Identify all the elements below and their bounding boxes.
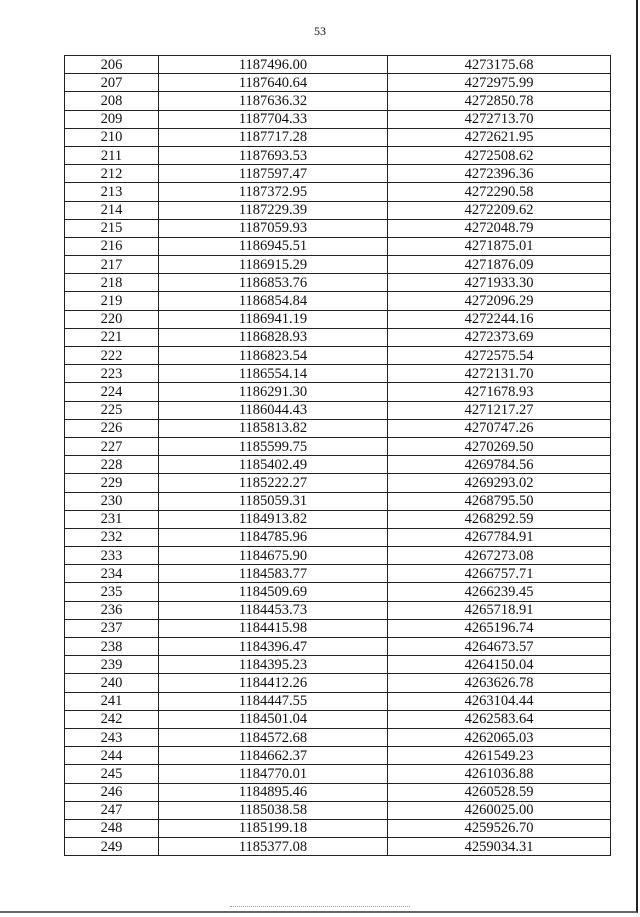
table-row xyxy=(65,783,611,801)
point-number-cell: 211 xyxy=(65,146,159,164)
point-number-cell: 216 xyxy=(65,237,159,255)
x-coordinate-cell: 1185402.49 xyxy=(159,456,388,474)
point-number-cell: 226 xyxy=(65,419,159,437)
y-coordinate-cell: 4267273.08 xyxy=(388,547,611,565)
x-coordinate-cell: 1185199.18 xyxy=(159,819,388,837)
point-number-cell: 244 xyxy=(65,747,159,765)
point-number-cell: 213 xyxy=(65,183,159,201)
x-coordinate-cell: 1184447.55 xyxy=(159,692,388,710)
table-row xyxy=(65,692,611,710)
x-coordinate-cell: 1186828.93 xyxy=(159,328,388,346)
y-coordinate-cell: 4263104.44 xyxy=(388,692,611,710)
point-number-cell: 218 xyxy=(65,274,159,292)
y-coordinate-cell: 4269293.02 xyxy=(388,474,611,492)
footer-rule xyxy=(230,906,410,907)
y-coordinate-cell: 4272244.16 xyxy=(388,310,611,328)
x-coordinate-cell: 1187229.39 xyxy=(159,201,388,219)
y-coordinate-cell: 4272290.58 xyxy=(388,183,611,201)
point-number-cell: 249 xyxy=(65,838,159,856)
y-coordinate-cell: 4269784.56 xyxy=(388,456,611,474)
y-coordinate-cell: 4271875.01 xyxy=(388,237,611,255)
point-number-cell: 210 xyxy=(65,128,159,146)
point-number-cell: 235 xyxy=(65,583,159,601)
table-row xyxy=(65,838,611,856)
table-row xyxy=(65,365,611,383)
point-number-cell: 243 xyxy=(65,728,159,746)
table-row xyxy=(65,492,611,510)
x-coordinate-cell: 1185377.08 xyxy=(159,838,388,856)
y-coordinate-cell: 4272373.69 xyxy=(388,328,611,346)
point-number-cell: 230 xyxy=(65,492,159,510)
y-coordinate-cell: 4260528.59 xyxy=(388,783,611,801)
table-row xyxy=(65,656,611,674)
y-coordinate-cell: 4272131.70 xyxy=(388,365,611,383)
y-coordinate-cell: 4265718.91 xyxy=(388,601,611,619)
y-coordinate-cell: 4272096.29 xyxy=(388,292,611,310)
y-coordinate-cell: 4272975.99 xyxy=(388,74,611,92)
y-coordinate-cell: 4264150.04 xyxy=(388,656,611,674)
y-coordinate-cell: 4266757.71 xyxy=(388,565,611,583)
table-row xyxy=(65,383,611,401)
y-coordinate-cell: 4268795.50 xyxy=(388,492,611,510)
y-coordinate-cell: 4272621.95 xyxy=(388,128,611,146)
table-row xyxy=(65,728,611,746)
x-coordinate-cell: 1187372.95 xyxy=(159,183,388,201)
y-coordinate-cell: 4273175.68 xyxy=(388,56,611,74)
table-row xyxy=(65,510,611,528)
point-number-cell: 227 xyxy=(65,437,159,455)
y-coordinate-cell: 4270269.50 xyxy=(388,437,611,455)
table-row xyxy=(65,474,611,492)
y-coordinate-cell: 4271217.27 xyxy=(388,401,611,419)
table-row xyxy=(65,401,611,419)
table-row xyxy=(65,638,611,656)
point-number-cell: 209 xyxy=(65,110,159,128)
point-number-cell: 228 xyxy=(65,456,159,474)
x-coordinate-cell: 1185813.82 xyxy=(159,419,388,437)
x-coordinate-cell: 1186915.29 xyxy=(159,256,388,274)
point-number-cell: 221 xyxy=(65,328,159,346)
table-row xyxy=(65,547,611,565)
table-row xyxy=(65,801,611,819)
y-coordinate-cell: 4272850.78 xyxy=(388,92,611,110)
y-coordinate-cell: 4271876.09 xyxy=(388,256,611,274)
point-number-cell: 237 xyxy=(65,619,159,637)
x-coordinate-cell: 1184396.47 xyxy=(159,638,388,656)
table-row xyxy=(65,237,611,255)
x-coordinate-cell: 1184785.96 xyxy=(159,528,388,546)
point-number-cell: 212 xyxy=(65,165,159,183)
point-number-cell: 248 xyxy=(65,819,159,837)
point-number-cell: 240 xyxy=(65,674,159,692)
y-coordinate-cell: 4270747.26 xyxy=(388,419,611,437)
x-coordinate-cell: 1184572.68 xyxy=(159,728,388,746)
point-number-cell: 214 xyxy=(65,201,159,219)
point-number-cell: 236 xyxy=(65,601,159,619)
table-row xyxy=(65,619,611,637)
point-number-cell: 229 xyxy=(65,474,159,492)
table-row xyxy=(65,110,611,128)
x-coordinate-cell: 1184453.73 xyxy=(159,601,388,619)
x-coordinate-cell: 1185038.58 xyxy=(159,801,388,819)
y-coordinate-cell: 4259034.31 xyxy=(388,838,611,856)
point-number-cell: 224 xyxy=(65,383,159,401)
y-coordinate-cell: 4272209.62 xyxy=(388,201,611,219)
y-coordinate-cell: 4268292.59 xyxy=(388,510,611,528)
point-number-cell: 207 xyxy=(65,74,159,92)
y-coordinate-cell: 4271678.93 xyxy=(388,383,611,401)
table-row xyxy=(65,674,611,692)
table-row xyxy=(65,437,611,455)
point-number-cell: 217 xyxy=(65,256,159,274)
x-coordinate-cell: 1184662.37 xyxy=(159,747,388,765)
x-coordinate-cell: 1186044.43 xyxy=(159,401,388,419)
y-coordinate-cell: 4263626.78 xyxy=(388,674,611,692)
table-row xyxy=(65,165,611,183)
table-row xyxy=(65,347,611,365)
table-row xyxy=(65,274,611,292)
x-coordinate-cell: 1187693.53 xyxy=(159,146,388,164)
y-coordinate-cell: 4272575.54 xyxy=(388,347,611,365)
x-coordinate-cell: 1184412.26 xyxy=(159,674,388,692)
table-row xyxy=(65,128,611,146)
y-coordinate-cell: 4272396.36 xyxy=(388,165,611,183)
x-coordinate-cell: 1187636.32 xyxy=(159,92,388,110)
y-coordinate-cell: 4264673.57 xyxy=(388,638,611,656)
table-row xyxy=(65,328,611,346)
table-row xyxy=(65,74,611,92)
table-row xyxy=(65,710,611,728)
point-number-cell: 219 xyxy=(65,292,159,310)
x-coordinate-cell: 1184583.77 xyxy=(159,565,388,583)
point-number-cell: 242 xyxy=(65,710,159,728)
table-row xyxy=(65,201,611,219)
y-coordinate-cell: 4259526.70 xyxy=(388,819,611,837)
point-number-cell: 234 xyxy=(65,565,159,583)
point-number-cell: 208 xyxy=(65,92,159,110)
x-coordinate-cell: 1186854.84 xyxy=(159,292,388,310)
x-coordinate-cell: 1187496.00 xyxy=(159,56,388,74)
point-number-cell: 245 xyxy=(65,765,159,783)
table-row xyxy=(65,456,611,474)
x-coordinate-cell: 1187704.33 xyxy=(159,110,388,128)
y-coordinate-cell: 4265196.74 xyxy=(388,619,611,637)
x-coordinate-cell: 1184509.69 xyxy=(159,583,388,601)
coordinates-table-body xyxy=(65,56,611,856)
table-row xyxy=(65,146,611,164)
y-coordinate-cell: 4271933.30 xyxy=(388,274,611,292)
x-coordinate-cell: 1185222.27 xyxy=(159,474,388,492)
table-row xyxy=(65,310,611,328)
x-coordinate-cell: 1184770.01 xyxy=(159,765,388,783)
point-number-cell: 232 xyxy=(65,528,159,546)
point-number-cell: 241 xyxy=(65,692,159,710)
x-coordinate-cell: 1185599.75 xyxy=(159,437,388,455)
table-row xyxy=(65,601,611,619)
x-coordinate-cell: 1186853.76 xyxy=(159,274,388,292)
table-row xyxy=(65,565,611,583)
point-number-cell: 206 xyxy=(65,56,159,74)
x-coordinate-cell: 1184415.98 xyxy=(159,619,388,637)
y-coordinate-cell: 4261549.23 xyxy=(388,747,611,765)
point-number-cell: 222 xyxy=(65,347,159,365)
point-number-cell: 223 xyxy=(65,365,159,383)
x-coordinate-cell: 1184675.90 xyxy=(159,547,388,565)
table-row xyxy=(65,183,611,201)
point-number-cell: 238 xyxy=(65,638,159,656)
y-coordinate-cell: 4266239.45 xyxy=(388,583,611,601)
x-coordinate-cell: 1186554.14 xyxy=(159,365,388,383)
point-number-cell: 233 xyxy=(65,547,159,565)
y-coordinate-cell: 4262583.64 xyxy=(388,710,611,728)
point-number-cell: 220 xyxy=(65,310,159,328)
table-row xyxy=(65,765,611,783)
table-row xyxy=(65,419,611,437)
point-number-cell: 225 xyxy=(65,401,159,419)
point-number-cell: 231 xyxy=(65,510,159,528)
point-number-cell: 247 xyxy=(65,801,159,819)
x-coordinate-cell: 1184895.46 xyxy=(159,783,388,801)
x-coordinate-cell: 1186823.54 xyxy=(159,347,388,365)
y-coordinate-cell: 4267784.91 xyxy=(388,528,611,546)
coordinates-table xyxy=(64,55,611,856)
x-coordinate-cell: 1184395.23 xyxy=(159,656,388,674)
table-row xyxy=(65,256,611,274)
table-row xyxy=(65,528,611,546)
table-row xyxy=(65,819,611,837)
x-coordinate-cell: 1186291.30 xyxy=(159,383,388,401)
point-number-cell: 239 xyxy=(65,656,159,674)
x-coordinate-cell: 1186945.51 xyxy=(159,237,388,255)
point-number-cell: 215 xyxy=(65,219,159,237)
x-coordinate-cell: 1187640.64 xyxy=(159,74,388,92)
table-row xyxy=(65,747,611,765)
table-row xyxy=(65,583,611,601)
x-coordinate-cell: 1187717.28 xyxy=(159,128,388,146)
table-row xyxy=(65,56,611,74)
x-coordinate-cell: 1186941.19 xyxy=(159,310,388,328)
y-coordinate-cell: 4272713.70 xyxy=(388,110,611,128)
y-coordinate-cell: 4272508.62 xyxy=(388,146,611,164)
y-coordinate-cell: 4272048.79 xyxy=(388,219,611,237)
y-coordinate-cell: 4260025.00 xyxy=(388,801,611,819)
x-coordinate-cell: 1185059.31 xyxy=(159,492,388,510)
y-coordinate-cell: 4261036.88 xyxy=(388,765,611,783)
x-coordinate-cell: 1187059.93 xyxy=(159,219,388,237)
x-coordinate-cell: 1184501.04 xyxy=(159,710,388,728)
x-coordinate-cell: 1184913.82 xyxy=(159,510,388,528)
x-coordinate-cell: 1187597.47 xyxy=(159,165,388,183)
page-number: 53 xyxy=(314,24,326,38)
table-row xyxy=(65,92,611,110)
y-coordinate-cell: 4262065.03 xyxy=(388,728,611,746)
point-number-cell: 246 xyxy=(65,783,159,801)
table-row xyxy=(65,219,611,237)
table-row xyxy=(65,292,611,310)
